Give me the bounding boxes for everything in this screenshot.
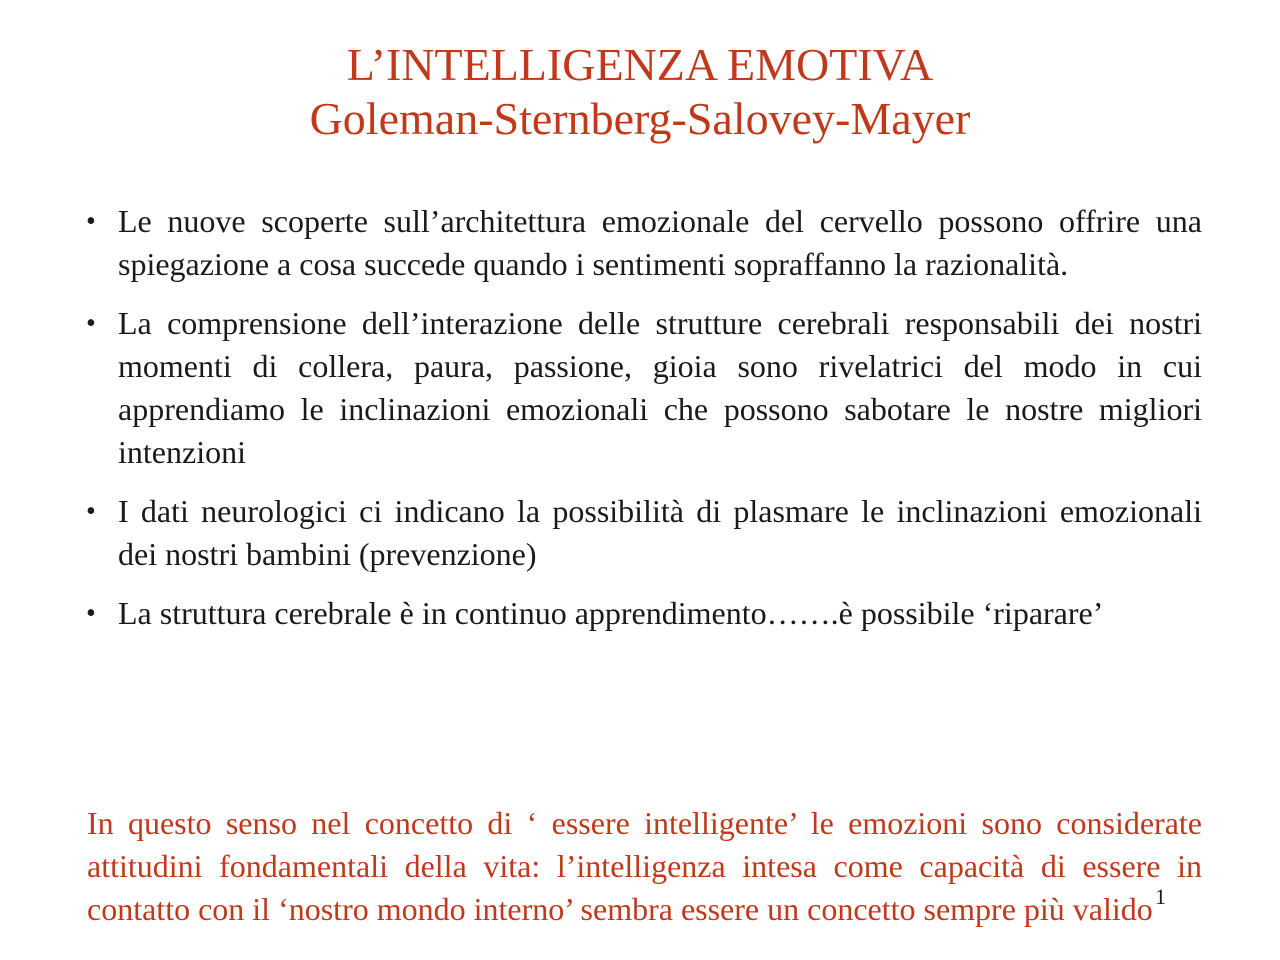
slide-title <box>0 38 1280 146</box>
bullet-item <box>86 490 1202 576</box>
bullet-dot-icon: • <box>86 308 96 339</box>
bullet-text: I dati neurologici ci indicano la possibilità di plasmare le inclinazioni emozionali dei nostri bambini (prevenzione) <box>118 493 1202 572</box>
bullet-item <box>86 302 1202 474</box>
bullet-text: La struttura cerebrale è in continuo apprendimento…….è possibile ‘riparare’ <box>118 595 1104 631</box>
bullet-dot-icon: • <box>86 206 96 237</box>
bullet-text: Le nuove scoperte sull’architettura emozionale del cervello possono offrire una spiegazione a cosa succede quando i sentimenti sopraffanno la razionalità. <box>118 203 1202 282</box>
closing-paragraph: In questo senso nel concetto di ‘ essere intelligente’ le emozioni sono considerate attitudini fondamentali della vita: l’intelligenza intesa come capacità di essere in contatto con il ‘nostro mondo interno’ sembra essere un concetto sempre più valido <box>87 805 1202 927</box>
title-line-1: L’INTELLIGENZA EMOTIVA <box>346 39 934 90</box>
bullet-dot-icon: • <box>86 598 96 629</box>
bullet-text: La comprensione dell’interazione delle strutture cerebrali responsabili dei nostri momenti di collera, paura, passione, gioia sono rivelatrici del modo in cui apprendiamo le inclinazioni emozionali che possono sabotare le nostre migliori intenzioni <box>118 305 1202 470</box>
page-number: 1 <box>1155 884 1166 909</box>
bullet-dot-icon: • <box>86 496 96 527</box>
title-line-2: Goleman-Sternberg-Salovey-Mayer <box>309 93 971 144</box>
bullet-list <box>86 200 1202 651</box>
bullet-item <box>86 592 1202 635</box>
bullet-item <box>86 200 1202 286</box>
